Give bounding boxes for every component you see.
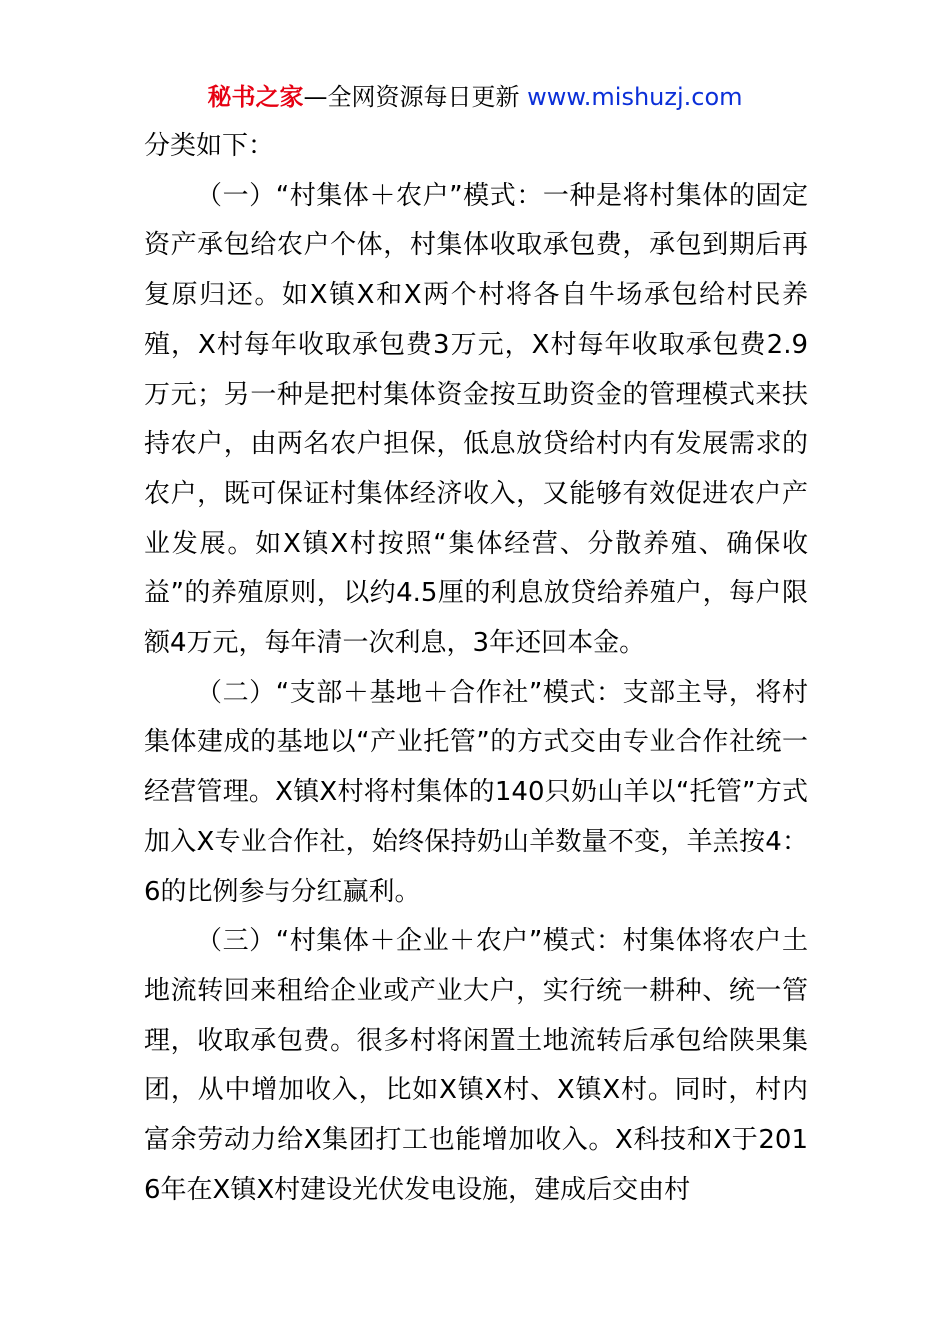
site-tagline: —全网资源每日更新: [303, 83, 528, 111]
paragraph-model-2: （二）“支部＋基地＋合作社”模式：支部主导，将村集体建成的基地以“产业托管”的方式交由专业合作社统一经营管理。X镇X村将村集体的140只奶山羊以“托管”方式加入X专业合作社，始终保持奶山羊数量不变，羊羔按4：6的比例参与分红赢利。: [144, 677, 808, 907]
site-header: [0, 80, 950, 114]
document-body: [144, 122, 808, 1215]
paragraph-intro: 分类如下：: [144, 131, 275, 161]
site-brand: 秘书之家: [207, 83, 304, 111]
site-url-link[interactable]: www.mishuzj.com: [527, 83, 743, 111]
paragraph-model-3: （三）“村集体＋企业＋农户”模式：村集体将农户土地流转回来租给企业或产业大户，实行统一耕种、统一管理，收取承包费。很多村将闲置土地流转后承包给陕果集团，从中增加收入，比如X镇X村、X镇X村。同时，村内富余劳动力给X集团打工也能增加收入。X科技和X于2016年在X镇X村建设光伏发电设施，建成后交由村: [144, 926, 808, 1205]
paragraph-model-1: （一）“村集体＋农户”模式：一种是将村集体的固定资产承包给农户个体，村集体收取承包费，承包到期后再复原归还。如X镇X和X两个村将各自牛场承包给村民养殖，X村每年收取承包费3万元，X村每年收取承包费2.9万元；另一种是把村集体资金按互助资金的管理模式来扶持农户，由两名农户担保，低息放贷给村内有发展需求的农户，既可保证村集体经济收入，又能够有效促进农户产业发展。如X镇X村按照“集体经营、分散养殖、确保收益”的养殖原则，以约4.5厘的利息放贷给养殖户，每户限额4万元，每年清一次利息，3年还回本金。: [144, 180, 808, 659]
